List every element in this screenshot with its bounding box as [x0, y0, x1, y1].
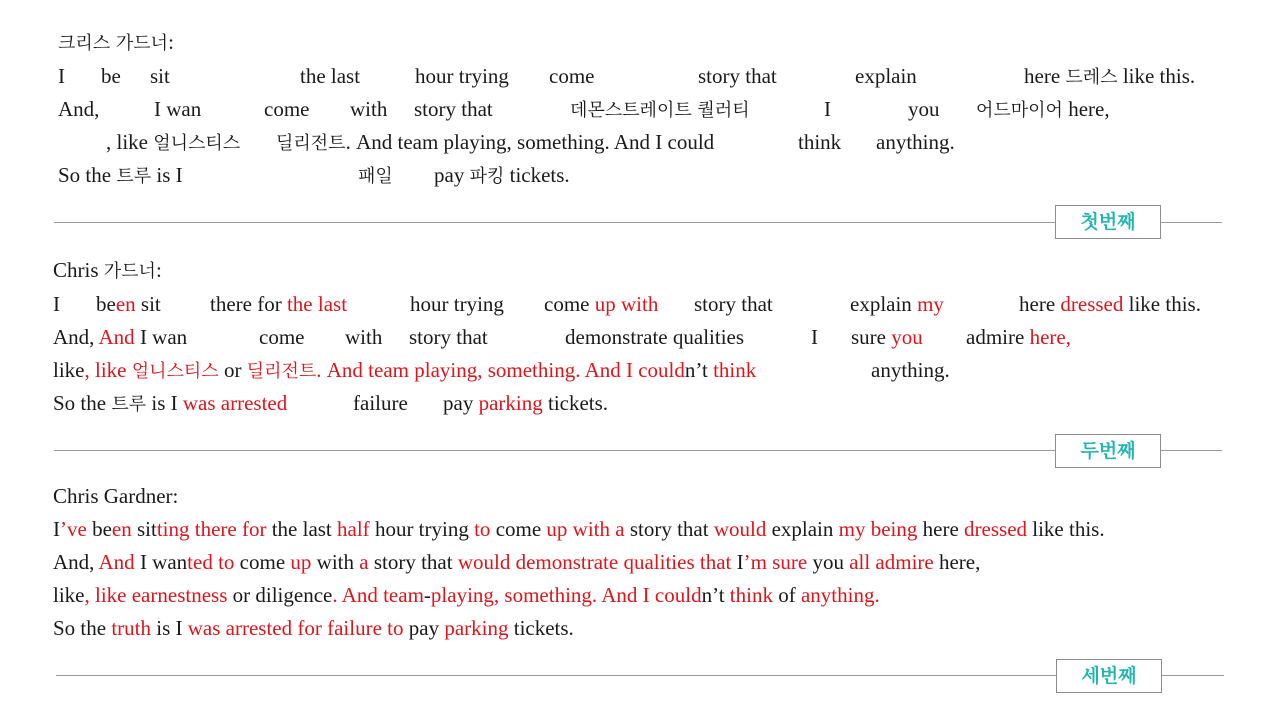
word-group: [415, 61, 509, 91]
word-group: [58, 160, 183, 192]
transcribed-text: is I: [151, 616, 188, 640]
word-group: [694, 289, 773, 319]
corrected-text: , like 얼니스티스: [84, 358, 219, 382]
transcribed-text: the last: [300, 64, 361, 88]
corrected-text: my being: [838, 517, 918, 541]
word-group: [1019, 289, 1201, 319]
transcribed-text: explain: [766, 517, 839, 541]
word-group: [53, 388, 287, 420]
transcribed-text: n’t: [701, 583, 725, 607]
corrected-text: en: [115, 292, 136, 316]
corrected-text: , like earnestness: [84, 583, 233, 607]
word-group: [53, 289, 60, 319]
word-group: [443, 388, 608, 418]
transcribed-text: be: [86, 517, 112, 541]
corrected-text: . And team: [332, 583, 424, 607]
transcribed-text: And,: [53, 325, 99, 349]
word-group: [210, 289, 347, 319]
corrected-text: was arrested: [182, 391, 288, 415]
transcribed-text: Chris Gardner:: [53, 484, 179, 508]
transcribed-text: And,: [58, 97, 100, 121]
transcribed-text: there for: [210, 292, 282, 316]
transcribed-text: hour trying: [415, 64, 509, 88]
transcribed-text: come: [234, 550, 291, 574]
transcribed-text: And,: [53, 550, 99, 574]
word-group: [966, 322, 1071, 352]
transcribed-text: story that: [694, 292, 773, 316]
transcribed-text: I: [824, 97, 831, 121]
corrected-text: parking: [444, 616, 509, 640]
corrected-text: think: [724, 583, 779, 607]
word-group: [871, 355, 950, 385]
transcribed-text: pay: [443, 391, 479, 415]
corrected-text: dressed: [964, 517, 1028, 541]
corrected-text: a: [359, 550, 369, 574]
transcribed-text: explain: [850, 292, 918, 316]
word-group: [358, 160, 393, 192]
corrected-text: And: [98, 325, 135, 349]
word-group: [409, 322, 488, 352]
corrected-text: en: [111, 517, 132, 541]
section-divider: [54, 222, 1222, 223]
word-group: [276, 127, 714, 159]
word-group: [53, 322, 187, 352]
word-group: [53, 547, 980, 577]
transcribed-text: pay: [403, 616, 445, 640]
word-group: [353, 388, 408, 418]
corrected-text: ’m sure: [743, 550, 808, 574]
transcribed-text: I wan: [154, 97, 202, 121]
corrected-text: dressed: [1060, 292, 1124, 316]
transcribed-text: tickets.: [542, 391, 609, 415]
transcribed-text: , like 얼니스티스: [106, 130, 241, 154]
transcribed-text: story that: [698, 64, 777, 88]
transcribed-text: hour trying: [410, 292, 504, 316]
corrected-text: would: [713, 517, 767, 541]
transcribed-text: with: [350, 97, 388, 121]
transcribed-text: here: [1019, 292, 1061, 316]
transcribed-text: come: [544, 292, 595, 316]
transcribed-text: admire: [966, 325, 1025, 349]
word-group: [259, 322, 304, 352]
corrected-text: all admire: [849, 550, 934, 574]
corrected-text: 딜리전트. And team playing, something. And I could: [246, 358, 685, 382]
word-group: [154, 94, 201, 124]
attempt-badge: 두번째: [1055, 434, 1161, 468]
transcribed-text: think: [798, 130, 842, 154]
corrected-text: And: [98, 550, 135, 574]
transcribed-text: come: [549, 64, 595, 88]
word-group: [350, 94, 387, 124]
transcribed-text: explain: [855, 64, 917, 88]
corrected-text: playing, something. And I could: [430, 583, 702, 607]
transcribed-text: So the: [53, 616, 112, 640]
corrected-text: anything.: [795, 583, 880, 607]
corrected-text: ted to: [187, 550, 235, 574]
transcribed-text: sit: [150, 64, 170, 88]
transcribed-text: be: [101, 64, 121, 88]
transcribed-text: 딜리전트. And team playing, something. And I could: [276, 130, 715, 154]
word-group: [908, 94, 940, 124]
corrected-text: up with a: [546, 517, 625, 541]
word-group: [876, 127, 955, 157]
transcribed-text: story that: [624, 517, 714, 541]
word-group: [414, 94, 493, 124]
transcribed-text: you: [807, 550, 850, 574]
transcribed-text: like: [53, 583, 85, 607]
transcribed-text: with: [311, 550, 360, 574]
transcribed-text: anything.: [871, 358, 950, 382]
transcribed-text: pay 파킹 tickets.: [434, 163, 570, 187]
transcribed-text: failure: [353, 391, 408, 415]
word-group: [53, 514, 1105, 544]
transcribed-text: 크리스 가드너:: [58, 30, 174, 54]
transcribed-text: hour trying: [369, 517, 475, 541]
transcribed-text: the last: [266, 517, 338, 541]
attempt-badge: 세번째: [1056, 659, 1162, 693]
transcribed-text: come: [490, 517, 547, 541]
corrected-text: my: [917, 292, 944, 316]
corrected-text: up: [290, 550, 312, 574]
transcribed-text: here 드레스 like this.: [1024, 64, 1196, 88]
word-group: [264, 94, 309, 124]
word-group: [434, 160, 570, 192]
transcribed-text: be: [96, 292, 116, 316]
corrected-text: truth: [111, 616, 152, 640]
word-group: [101, 61, 121, 91]
transcribed-text: I wan: [134, 550, 188, 574]
word-group: [150, 61, 170, 91]
transcribed-text: sure: [851, 325, 886, 349]
transcribed-text: 패일: [358, 166, 393, 187]
transcribed-text: like this.: [1123, 292, 1201, 316]
transcribed-text: I: [53, 517, 60, 541]
transcribed-text: of: [778, 583, 796, 607]
transcribed-text: Chris 가드너:: [53, 258, 162, 282]
word-group: [96, 289, 161, 319]
transcribed-text: like this.: [1027, 517, 1105, 541]
word-group: [58, 61, 65, 91]
word-group: [53, 580, 880, 610]
transcribed-text: you: [908, 97, 940, 121]
transcribed-text: or: [223, 358, 242, 382]
transcribed-text: story that: [409, 325, 488, 349]
transcribed-text: I: [53, 292, 60, 316]
transcribed-text: I wan: [134, 325, 188, 349]
word-group: [544, 289, 658, 319]
word-group: [106, 127, 240, 159]
word-group: [549, 61, 594, 91]
transcribed-text: anything.: [876, 130, 955, 154]
transcribed-text: So the 트루 is I: [58, 163, 183, 187]
word-group: [976, 94, 1110, 126]
word-group: [345, 322, 382, 352]
transcribed-text: 데몬스트레이트 퀄러티: [570, 100, 750, 121]
transcribed-text: like: [53, 358, 85, 382]
transcribed-text: come: [259, 325, 305, 349]
word-group: [53, 355, 756, 387]
corrected-text: up with: [594, 292, 659, 316]
word-group: [824, 94, 831, 124]
word-group: [855, 61, 917, 91]
word-group: [58, 27, 174, 59]
word-group: [565, 322, 744, 352]
section-divider: [54, 450, 1222, 451]
corrected-text: the last: [281, 292, 348, 316]
transcribed-text: I: [58, 64, 65, 88]
corrected-text: think: [707, 358, 757, 382]
transcribed-text: So the 트루 is I: [53, 391, 183, 415]
word-group: [570, 94, 750, 126]
corrected-text: would demonstrate qualities that: [457, 550, 732, 574]
transcribed-text: I: [731, 550, 744, 574]
corrected-text: you: [886, 325, 923, 349]
transcribed-text: I: [811, 325, 818, 349]
corrected-text: to: [474, 517, 491, 541]
word-group: [58, 94, 99, 124]
transcribed-text: -: [423, 583, 431, 607]
corrected-text: ’ve: [60, 517, 87, 541]
word-group: [53, 481, 178, 511]
word-group: [851, 322, 923, 352]
word-group: [850, 289, 944, 319]
transcribed-text: story that: [368, 550, 458, 574]
section-divider: [56, 675, 1224, 676]
word-group: [300, 61, 360, 91]
transcribed-text: sit: [131, 517, 157, 541]
transcribed-text: here: [917, 517, 965, 541]
corrected-text: here,: [1024, 325, 1071, 349]
word-group: [798, 127, 841, 157]
word-group: [698, 61, 777, 91]
word-group: [1024, 61, 1195, 93]
transcribed-text: with: [345, 325, 383, 349]
corrected-text: was arrested for failure to: [187, 616, 404, 640]
word-group: [53, 613, 574, 643]
transcribed-text: here,: [933, 550, 981, 574]
transcribed-text: or diligence: [232, 583, 333, 607]
word-group: [53, 255, 162, 287]
attempt-badge: 첫번째: [1055, 205, 1161, 239]
word-group: [410, 289, 504, 319]
word-group: [811, 322, 818, 352]
corrected-text: parking: [478, 391, 543, 415]
transcribed-text: n’t: [684, 358, 708, 382]
transcribed-text: story that: [414, 97, 493, 121]
transcribed-text: come: [264, 97, 310, 121]
transcribed-text: 어드마이어 here,: [976, 97, 1110, 121]
corrected-text: ting there for: [156, 517, 267, 541]
corrected-text: half: [337, 517, 370, 541]
transcribed-text: sit: [135, 292, 161, 316]
transcribed-text: tickets.: [508, 616, 574, 640]
transcribed-text: demonstrate qualities: [565, 325, 745, 349]
